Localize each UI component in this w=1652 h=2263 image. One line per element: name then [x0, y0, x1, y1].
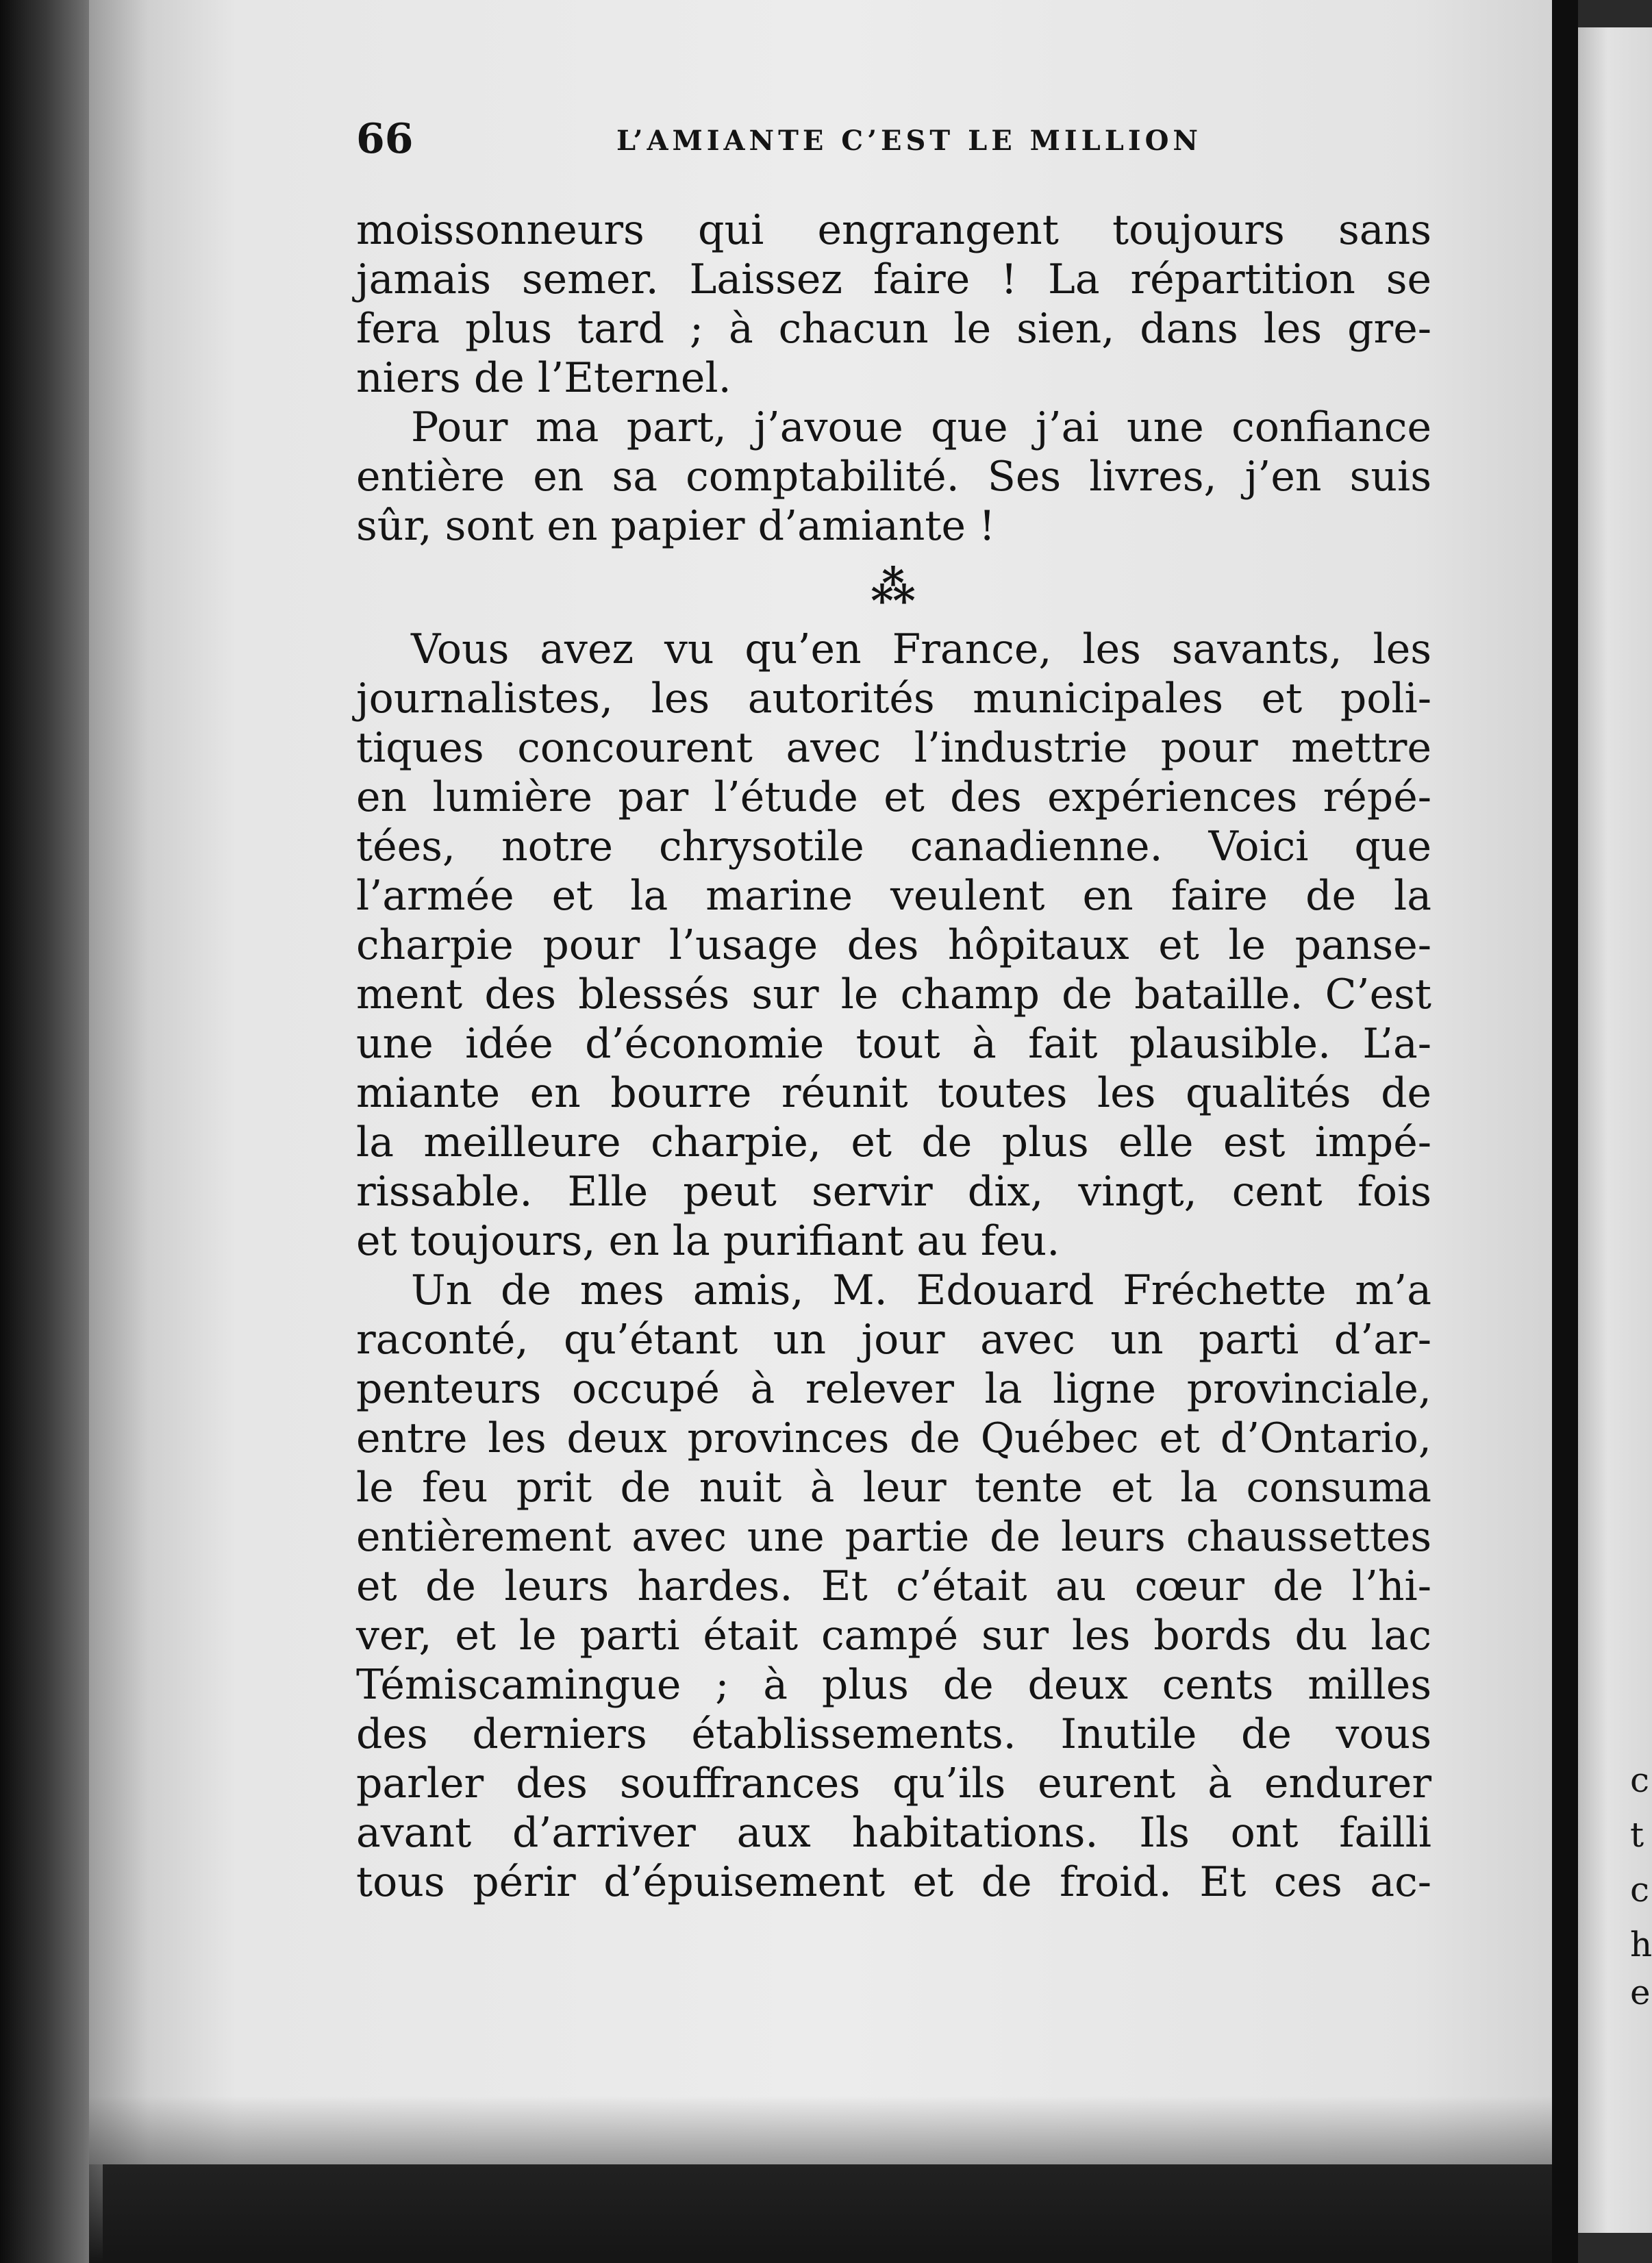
text-line: parler des souffrances qu’ils eurent à endurer — [356, 1760, 1431, 1808]
text-line: Pour ma part, j’avoue que j’ai une confiance — [411, 403, 1431, 451]
text-line: miante en bourre réunit toutes les qualités de — [356, 1069, 1431, 1117]
body-text — [356, 205, 1431, 1907]
text-line: des derniers établissements. Inutile de vous — [356, 1710, 1431, 1758]
text-line: ment des blessés sur le champ de bataille. C’est — [356, 971, 1431, 1018]
text-line: rissable. Elle peut servir dix, vingt, cent fois — [356, 1168, 1431, 1216]
page-header — [356, 115, 1438, 170]
text-line: entièrement avec une partie de leurs chaussettes — [356, 1513, 1431, 1561]
page-number: 66 — [356, 115, 414, 163]
paragraph-4 — [356, 1266, 1431, 1907]
text-line: penteurs occupé à relever la ligne provinciale, — [356, 1365, 1431, 1413]
paragraph-1 — [356, 205, 1431, 403]
text-line: avant d’arriver aux habitations. Ils ont failli — [356, 1809, 1431, 1857]
text-line: une idée d’économie tout à fait plausible. L’a- — [356, 1020, 1431, 1068]
text-line: journalistes, les autorités municipales et poli- — [356, 675, 1431, 723]
facing-page-letter: h — [1630, 1925, 1652, 1964]
asterism-divider: ⁂ — [871, 562, 917, 613]
text-line: Vous avez vu qu’en France, les savants, les — [411, 625, 1431, 673]
text-line: en lumière par l’étude et des expériences répé- — [356, 773, 1431, 821]
text-line: entière en sa comptabilité. Ses livres, j’en suis — [356, 453, 1431, 501]
facing-page-letter: e — [1630, 1973, 1651, 2012]
facing-page-letter: c — [1630, 1870, 1650, 1910]
text-line: tiques concourent avec l’industrie pour mettre — [356, 724, 1431, 772]
text-line: moissonneurs qui engrangent toujours sans — [356, 206, 1431, 254]
text-line: fera plus tard ; à chacun le sien, dans les gre- — [356, 305, 1431, 353]
text-line: le feu prit de nuit à leur tente et la consuma — [356, 1464, 1431, 1512]
text-line: l’armée et la marine veulent en faire de la — [356, 872, 1431, 920]
text-line: et toujours, en la purifiant au feu. — [356, 1217, 1060, 1265]
paragraph-3 — [356, 625, 1431, 1266]
text-line: Un de mes amis, M. Edouard Fréchette m’a — [411, 1266, 1431, 1314]
text-line: ver, et le parti était campé sur les bords du lac — [356, 1612, 1431, 1660]
text-line: la meilleure charpie, et de plus elle est impé- — [356, 1118, 1431, 1166]
text-line: entre les deux provinces de Québec et d’Ontario, — [356, 1414, 1431, 1462]
facing-page-letter: t — [1630, 1815, 1644, 1855]
facing-page-letter: c — [1630, 1760, 1650, 1800]
text-line: tous périr d’épuisement et de froid. Et ces ac- — [356, 1858, 1431, 1906]
page-gutter — [1552, 0, 1578, 2263]
text-line: raconté, qu’étant un jour avec un parti d’ar- — [356, 1316, 1431, 1364]
page-bottom-shadow — [89, 2096, 1562, 2263]
text-line: sûr, sont en papier d’amiante ! — [356, 502, 996, 550]
text-line: et de leurs hardes. Et c’était au cœur de l’hi- — [356, 1562, 1431, 1610]
text-line: tées, notre chrysotile canadienne. Voici que — [356, 823, 1431, 871]
paragraph-2 — [356, 403, 1431, 551]
running-title: L’AMIANTE C’EST LE MILLION — [616, 125, 1202, 157]
text-line: charpie pour l’usage des hôpitaux et le panse- — [356, 921, 1431, 969]
text-line: Témiscamingue ; à plus de deux cents milles — [356, 1661, 1431, 1709]
book-binding — [0, 0, 103, 2263]
text-line: niers de l’Eternel. — [356, 354, 731, 402]
text-line: jamais semer. Laissez faire ! La répartition se — [356, 255, 1431, 303]
